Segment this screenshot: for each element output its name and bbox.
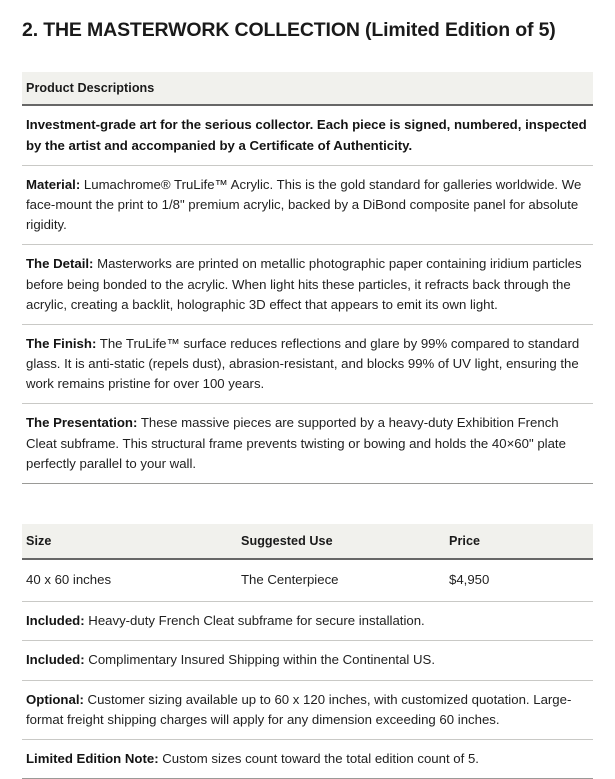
descriptions-table-body [22,105,593,483]
row-label-presentation: The Presentation: [26,415,138,431]
row-label-finish: The Finish: [26,335,97,351]
row-text-material: Lumachrome® TruLife™ Acrylic. This is the gold standard for galleries worldwide. We face-mount the print to 1/8" premium acrylic, backed by a DiBond composite panel for absolute rigidity. [26,176,582,233]
cell-size: 40 x 60 inches [22,559,237,602]
row-text-detail: Masterworks are printed on metallic photographic paper containing iridium particles before being bonded to the acrylic. When light hits these particles, it refracts back through the acrylic, creating a backlit, holographic 3D effect that appears to emit its own light. [26,256,582,312]
table-row [22,404,593,484]
column-header-size: Size [22,524,237,559]
description-cell-detail [22,245,593,325]
note-cell-included-shipping [22,641,593,680]
row-text-optional: Customer sizing available up to 60 x 120 inches, with customized quotation. Large-format freight shipping charges will apply for any dimension exceeding 60 inches. [26,691,572,727]
sizing-and-pricing-table [22,524,593,779]
table-row [22,324,593,404]
column-header-suggested-use: Suggested Use [237,524,445,559]
table-header-row [22,524,593,559]
row-text-finish: The TruLife™ surface reduces reflections and glare by 99% compared to standard glass. It is anti-static (repels dust), abrasion-resistant, and blocks 99% of UV light, ensuring the work remains pristine for over 100 years. [26,335,580,392]
lead-description-cell: Investment-grade art for the serious collector. Each piece is signed, numbered, inspected by the artist and accompanied by a Certificate of Authenticity. [22,105,593,165]
table-row [22,105,593,165]
table-row [22,245,593,325]
table-row [22,165,593,245]
table-row [22,641,593,680]
cell-suggested-use: The Centerpiece [237,559,445,602]
table-row [22,680,593,739]
table-row [22,559,593,602]
row-label-limited-edition: Limited Edition Note: [26,750,159,766]
note-cell-limited-edition [22,739,593,778]
row-label-included-subframe: Included: [26,613,85,629]
description-cell-finish [22,324,593,404]
row-label-detail: The Detail: [26,256,94,272]
product-descriptions-table [22,72,593,484]
row-text-limited-edition: Custom sizes count toward the total edition count of 5. [158,750,479,766]
description-cell-material [22,165,593,245]
cell-price: $4,950 [445,559,593,602]
title-spacer [22,42,593,72]
description-cell-presentation [22,404,593,484]
note-cell-optional [22,680,593,739]
page-title: 2. THE MASTERWORK COLLECTION (Limited Edition of 5) [22,19,556,41]
table-spacer [22,484,593,524]
row-text-presentation: These massive pieces are supported by a heavy-duty Exhibition French Cleat subframe. This structural frame prevents twisting or bowing and holds the 40×60" plate perfectly parallel to your wall. [26,415,566,471]
row-label-included-shipping: Included: [26,652,85,668]
note-cell-included-subframe [22,602,593,641]
row-text-included-subframe: Heavy-duty French Cleat subframe for secure installation. [84,613,425,629]
row-label-material: Material: [26,176,81,192]
row-label-optional: Optional: [26,691,84,707]
table-row [22,739,593,778]
column-header-product-descriptions: Product Descriptions [22,72,593,105]
column-header-price: Price [445,524,593,559]
table-row [22,602,593,641]
sizing-table-body [22,559,593,779]
row-text-included-shipping: Complimentary Insured Shipping within the Continental US. [84,652,436,668]
table-header-row [22,72,593,105]
